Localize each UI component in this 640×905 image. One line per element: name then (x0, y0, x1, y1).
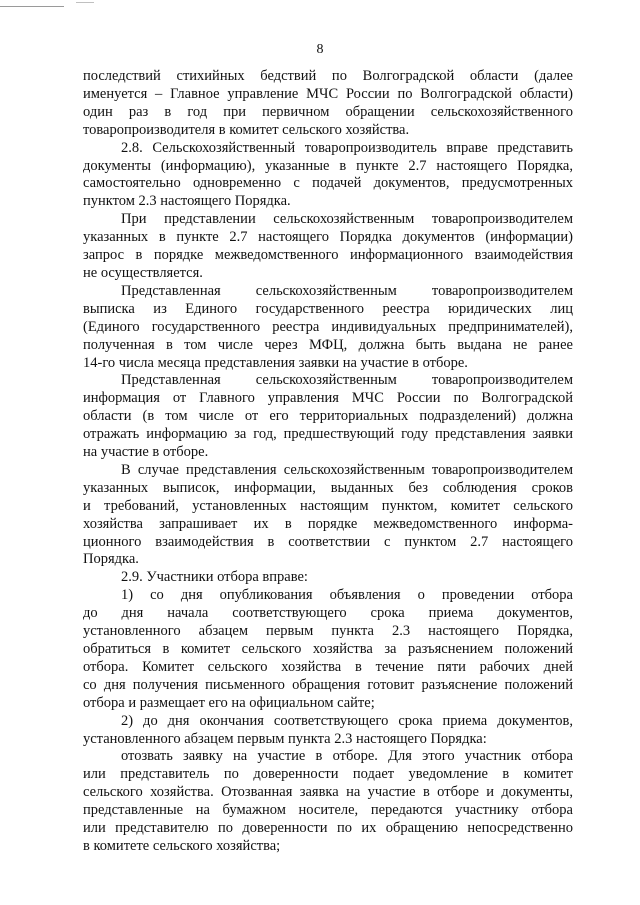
text-line: установленного абзацем первым пункта 2.3 настоящего Порядка: (83, 730, 487, 747)
text-line: представленные на бумажном носителе, передаются участнику отбора (83, 802, 573, 819)
text-line: или представителю по доверенности по их обращению непосредственно (83, 820, 573, 837)
text-line: отозвать заявку на участие в отборе. Для этого участник отбора (121, 748, 573, 765)
text-line: один раз в год при первичном обращении сельскохозяйственного (83, 103, 573, 120)
text-line: указанных выписок, информации, выданных без соблюдения сроков (83, 479, 573, 496)
text-line: информация от Главного управления МЧС России по Волгоградской (83, 390, 573, 407)
text-line: отражать информацию за год, предшествующий году представления заявки (83, 426, 573, 443)
text-line: указанных в пункте 2.7 настоящего Порядка документов (информации) (83, 229, 573, 246)
text-line: в комитете сельского хозяйства; (83, 837, 281, 854)
text-line: 1) со дня опубликования объявления о проведении отбора (121, 587, 573, 604)
text-line: до дня начала соответствующего срока приема документов, (83, 605, 573, 622)
text-line: выписка из Единого государственного реестра юридических лиц (83, 300, 573, 317)
text-line: При представлении сельскохозяйственным товаропроизводителем (121, 211, 573, 228)
text-line: 2.8. Сельскохозяйственный товаропроизводитель вправе представить (121, 139, 573, 156)
text-line: ционного взаимодействия в соответствии с пунктом 2.7 настоящего (83, 533, 573, 550)
text-line: или представитель по доверенности подает уведомление в комитет (83, 766, 573, 783)
text-line: отбора и размещает его на официальном сайте; (83, 694, 375, 711)
text-line: Представленная сельскохозяйственным товаропроизводителем (121, 372, 573, 389)
text-line: обратиться в комитет сельского хозяйства за разъяснением положений (83, 641, 573, 657)
text-line: (Единого государственного реестра индивидуальных предпринимателей), (83, 318, 573, 335)
scan-edge-mark (0, 6, 64, 7)
text-line: 2.9. Участники отбора вправе: (121, 569, 308, 586)
page-number: 8 (316, 42, 324, 57)
text-line: полученная в том числе через МФЦ, должна быть выдана не ранее (83, 336, 573, 353)
text-line: товаропроизводителя в комитет сельского хозяйства. (83, 121, 410, 138)
scan-edge-mark (76, 2, 94, 3)
text-line: Представленная сельскохозяйственным товаропроизводителем (121, 282, 573, 299)
text-line: 2) до дня окончания соответствующего срока приема документов, (121, 712, 573, 729)
text-line: сельского хозяйства. Отозванная заявка на участие в отборе и документы, (83, 784, 573, 801)
text-line: Порядка. (83, 551, 139, 568)
text-line: последствий стихийных бедствий по Волгоградской области (далее (83, 68, 573, 84)
text-line: пунктом 2.3 настоящего Порядка. (83, 193, 291, 210)
text-line: отбора. Комитет сельского хозяйства в течение пяти рабочих дней (83, 658, 573, 675)
text-line: установленного абзацем первым пункта 2.3 настоящего Порядка, (83, 623, 573, 640)
text-line: хозяйства запрашивает их в порядке межведомственного информа- (83, 515, 573, 532)
text-line: 14-го числа месяца представления заявки на участие в отборе. (83, 354, 468, 371)
text-line: не осуществляется. (83, 264, 203, 281)
text-line: со дня получения письменного обращения готовит разъяснение положений (83, 676, 573, 693)
text-line: запрос в порядке межведомственного информационного взаимодействия (83, 247, 573, 264)
text-line: документы (информацию), указанные в пункте 2.7 настоящего Порядка, (83, 157, 573, 174)
text-line: области (в том числе от его территориальных подразделений) должна (83, 408, 573, 425)
text-line: на участие в отборе. (83, 444, 209, 461)
text-line: именуется – Главное управление МЧС России по Волгоградской области) (83, 85, 573, 102)
text-line: самостоятельно одновременно с подачей документов, предусмотренных (83, 175, 573, 192)
document-body (83, 68, 573, 856)
text-line: и требований, установленных настоящим пунктом, комитет сельского (83, 497, 573, 514)
text-line: В случае представления сельскохозяйственным товаропроизводителем (121, 461, 573, 478)
